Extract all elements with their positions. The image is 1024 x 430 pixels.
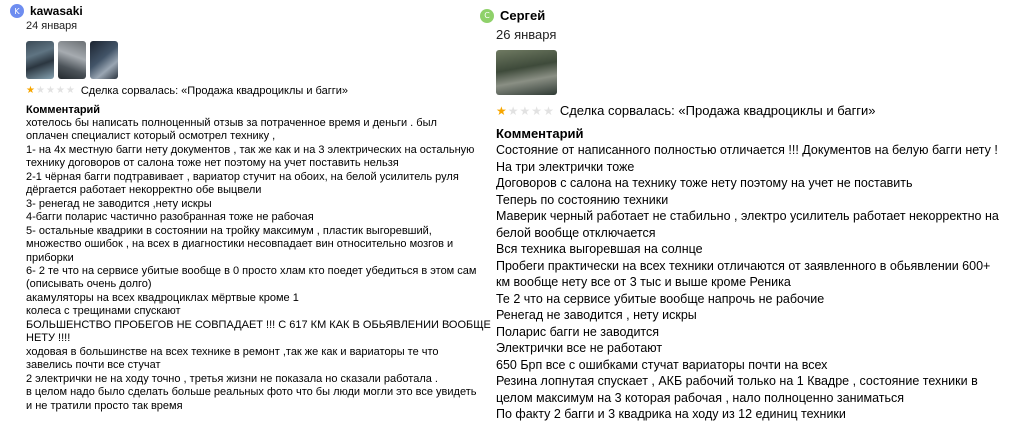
rating-row <box>26 85 470 97</box>
comment-line: колеса с трещинами спускают <box>26 305 181 318</box>
star-empty-icon: ★ <box>531 103 543 118</box>
comment-line: км вообще нету все от 3 тыс и выше кроме Реника <box>496 275 791 289</box>
photo-thumbnail[interactable] <box>26 41 54 79</box>
review-header <box>480 8 1020 23</box>
comment-line: По факту 2 багги и 3 квадрика на ходу из 12 единиц техники <box>496 407 846 421</box>
star-filled-icon: ★ <box>496 103 507 118</box>
comment-line: Резина лопнутая спускает , АКБ рабочий только на 1 Квадре , состояние техники в <box>496 374 978 388</box>
star-empty-icon: ★ <box>519 103 531 118</box>
comment-line: НЕТУ !!!! <box>26 332 71 345</box>
comment-line: Теперь по состоянию техники <box>496 192 669 207</box>
comment-line: 1- на 4х местную багги нету документов , так же как и на 3 электрических на остальную <box>26 143 475 156</box>
star-empty-icon: ★ <box>507 103 519 118</box>
review-header <box>10 4 470 18</box>
star-filled-icon: ★ <box>26 85 35 96</box>
comment-text <box>496 142 1016 423</box>
avatar[interactable]: K <box>10 4 24 18</box>
comment-line: оплачен специалист который осмотрел технику , <box>26 130 276 143</box>
review-date: 26 января <box>496 27 557 42</box>
star-empty-icon: ★ <box>35 85 45 96</box>
comment-line: целом максимум на 3 которая рабочая , нало полноценно заниматься <box>496 390 905 405</box>
comment-line: БОЛЬШЕНСТВО ПРОБЕГОВ НЕ СОВПАДАЕТ !!! С 617 КМ КАК В ОБЬЯВЛЕНИИ ВООБЩЕ <box>26 318 491 331</box>
star-empty-icon: ★ <box>65 85 75 96</box>
review-card-sergey <box>480 8 1020 423</box>
deal-status: Сделка сорвалась: «Продажа квадроциклы и багги» <box>559 103 876 118</box>
comment-line: Пробеги практически на всех техники отличаются от заявленного в обьявлении 600+ <box>496 258 991 273</box>
photo-thumbnail[interactable] <box>90 41 118 79</box>
rating-row <box>496 103 1020 118</box>
comment-line: Состояние от написанного полностью отличается !!! Документов на белую багги нету ! <box>496 143 998 157</box>
comment-line: Ренегад не заводится , нету искры <box>496 308 697 322</box>
comment-line: Те 2 что на сервисе убитые вообще напрочь не рабочие <box>496 291 825 306</box>
comment-line: множество ошибок , на всех в диагностики несовпадает вин относительно мозгов и <box>26 238 454 251</box>
star-empty-icon: ★ <box>55 85 65 96</box>
comment-line: 3- ренегад не заводится ,нету искры <box>26 197 212 210</box>
comment-line: технику договоров от салона тоже нет поэтому на учет поставить нельзя <box>26 157 399 170</box>
comment-line: На три электрички тоже <box>496 159 635 174</box>
comment-line: 4-багги поларис частично разобранная тоже не рабочая <box>26 211 314 224</box>
comment-line: приборки <box>26 251 74 264</box>
comment-line: ходовая в большинстве на всех технике в ремонт ,так же как и вариаторы те что <box>26 345 439 358</box>
comment-line: Поларис багги не заводится <box>496 324 660 339</box>
username[interactable]: kawasaki <box>30 4 83 18</box>
comment-line: Договоров с салона на технику тоже нету поэтому на учет не поставить <box>496 176 913 190</box>
review-card-kawasaki <box>10 4 491 413</box>
photo-thumbnail[interactable] <box>496 50 557 95</box>
star-empty-icon: ★ <box>45 85 55 96</box>
comment-line: акамуляторы на всех квадроциклах мёртвые кроме 1 <box>26 291 299 304</box>
comment-line: 5- остальные квадрики в состоянии на тройку максимум , пластик выгоревший, <box>26 224 432 237</box>
comment-line: дёргается работает некорректно обе выцвели <box>26 184 262 197</box>
comment-title: Комментарий <box>496 126 584 141</box>
star-rating <box>26 86 75 96</box>
comment-line: 650 Брп все с ошибками стучат вариаторы почти на всех <box>496 357 828 372</box>
deal-status: Сделка сорвалась: «Продажа квадроциклы и багги» <box>80 85 348 97</box>
avatar[interactable]: С <box>480 9 494 23</box>
comment-line: 2 электрички не на ходу точно , третья жизни не показала но сказали работала . <box>26 372 438 385</box>
star-empty-icon: ★ <box>543 103 554 118</box>
comment-title: Комментарий <box>26 104 101 116</box>
photo-thumbnail[interactable] <box>58 41 86 79</box>
comment-line: хотелось бы написать полноценный отзыв за потраченное время и деньги . был <box>26 117 437 129</box>
comment-line: 2-1 чёрная багги подтравивает , вариатор стучит на обоих, на белой усилитель руля <box>26 170 459 183</box>
star-rating <box>496 105 554 117</box>
photo-gallery <box>496 50 1020 95</box>
comment-line: Маверик черный работает не стабильно , электро усилитель работает некорректно на <box>496 209 999 223</box>
photo-gallery <box>26 41 470 79</box>
username[interactable]: Сергей <box>500 8 546 23</box>
comment-text <box>26 117 491 413</box>
comment-line: Электрички все не работают <box>496 341 663 355</box>
comment-line: 6- 2 те что на сервисе убитые вообще в 0 просто хлам кто поедет убедиться в этом сам <box>26 264 477 277</box>
comment-line: белой вообще отключается <box>496 225 656 240</box>
comment-line: (описывать очень долго) <box>26 278 152 291</box>
comment-line: в целом надо было сделать больше реальных фото что бы люди могли это все увидеть <box>26 386 477 399</box>
comment-line: и не тратили просто так время <box>26 399 183 412</box>
comment-line: Вся техника выгоревшая на солнце <box>496 242 703 256</box>
review-date: 24 января <box>26 20 78 32</box>
comment-line: завелись почти все стучат <box>26 359 161 372</box>
